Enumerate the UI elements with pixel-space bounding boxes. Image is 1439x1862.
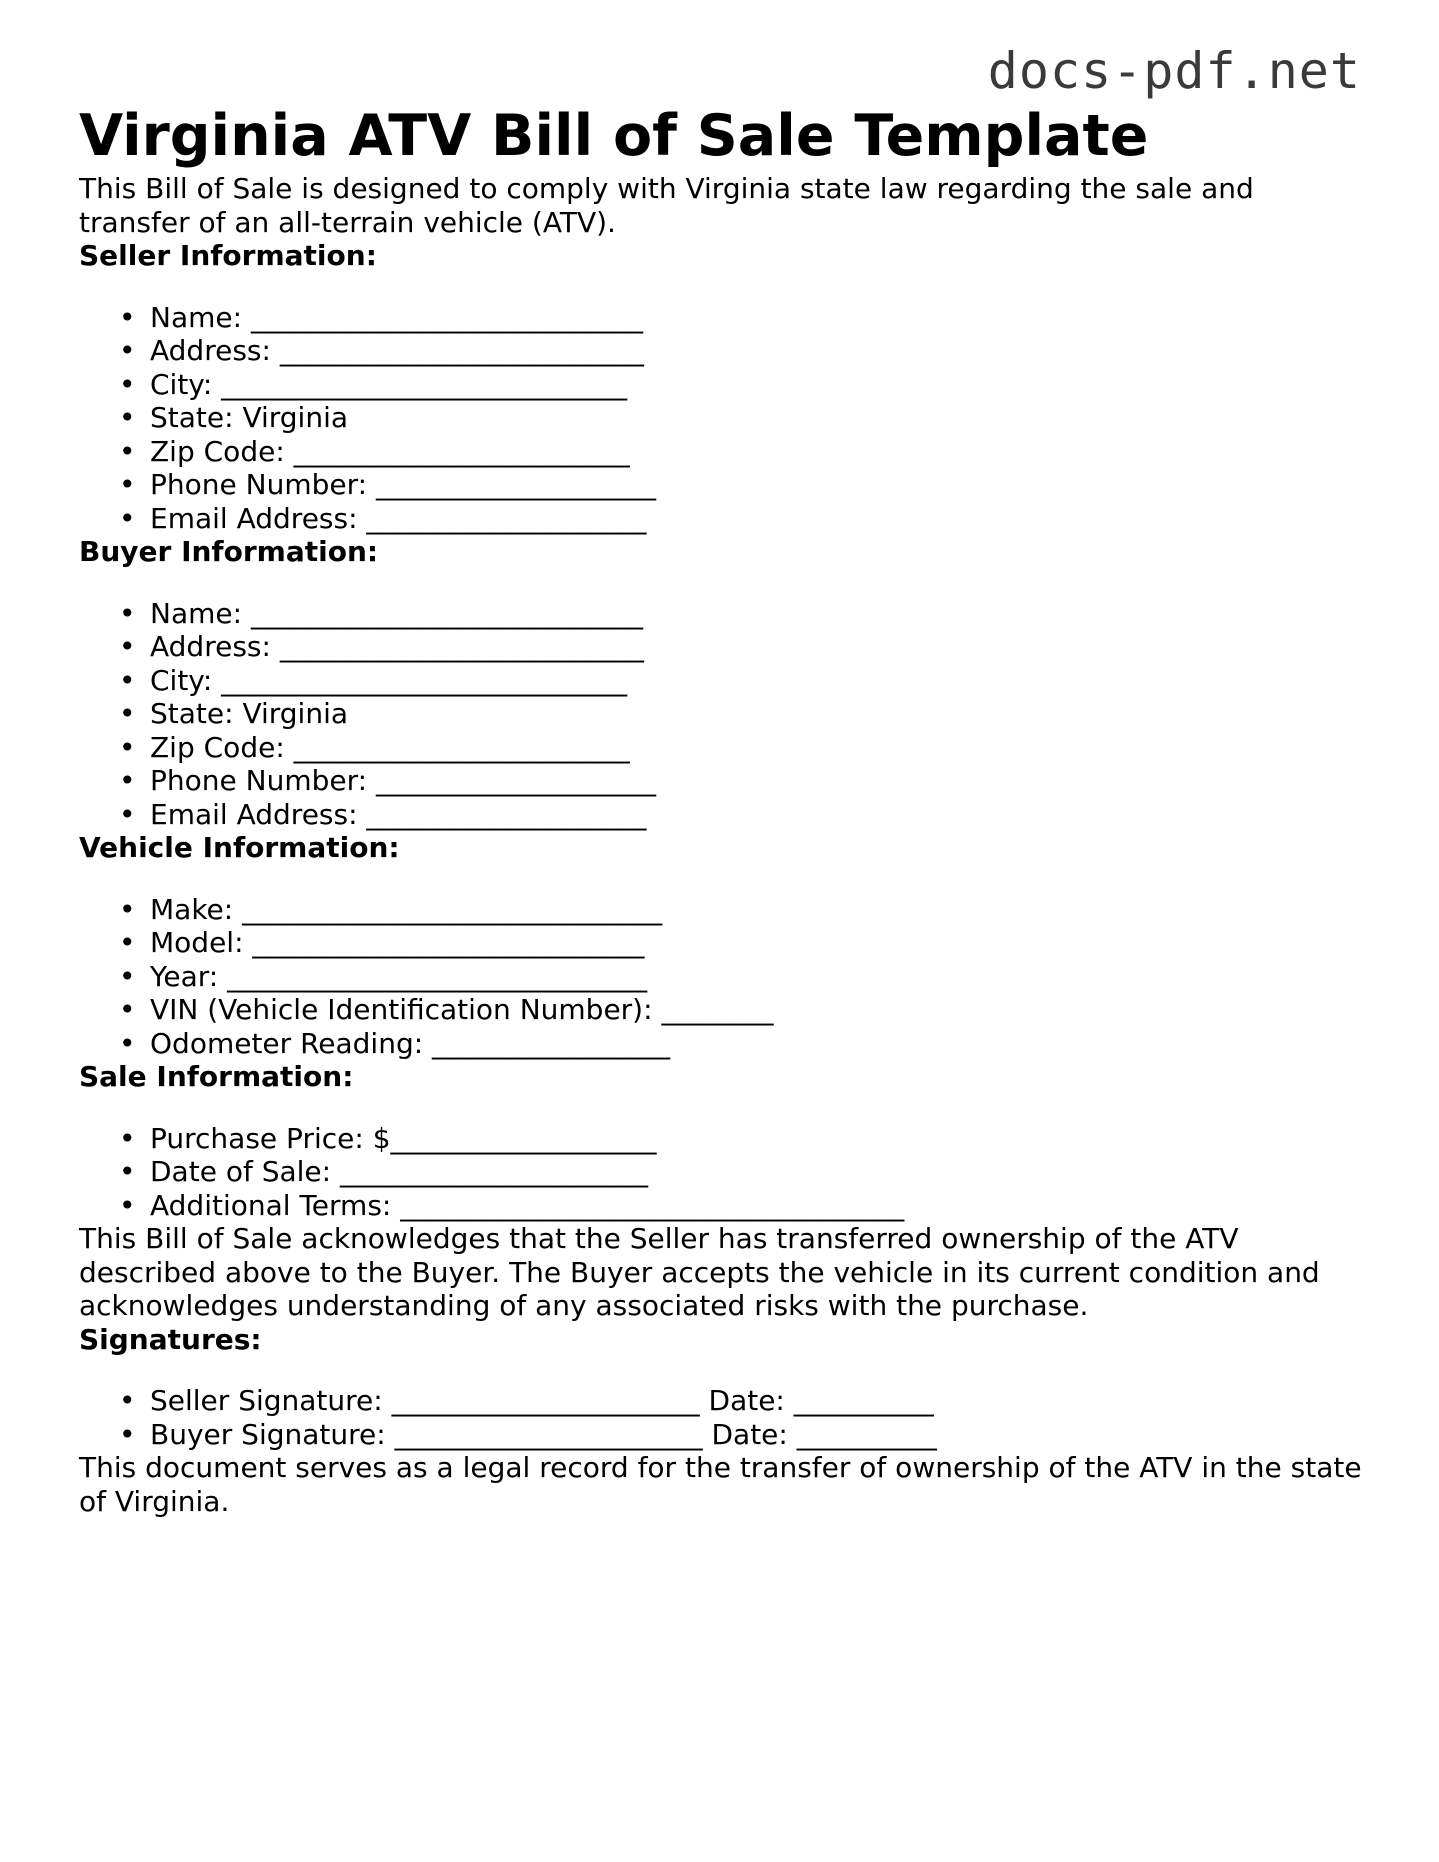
field-text: Make: ______________________________: [150, 892, 663, 926]
buyer-city-field[interactable]: [119, 663, 1369, 698]
field-text: Date of Sale: ______________________: [150, 1155, 648, 1188]
buyer-address-field[interactable]: [119, 630, 1369, 664]
buyer-state-field: [119, 697, 1369, 731]
seller-zip-field[interactable]: [119, 434, 1369, 469]
sale-date-field[interactable]: [119, 1155, 1369, 1189]
sale-field-list: [79, 1122, 1369, 1223]
field-text: Additional Terms: ____________________________________: [150, 1188, 905, 1222]
signatures-field-list: [79, 1384, 1369, 1451]
document-page: [79, 100, 1369, 1518]
seller-state-field: [119, 401, 1369, 435]
bullet-icon: •: [119, 697, 136, 730]
sale-terms-field[interactable]: [119, 1188, 1369, 1223]
field-text: City: _____________________________: [150, 367, 628, 401]
bullet-icon: •: [119, 300, 136, 334]
bullet-icon: •: [119, 1188, 136, 1222]
buyer-signature-field[interactable]: [119, 1417, 1369, 1452]
bullet-icon: •: [119, 630, 136, 663]
closing-paragraph: This document serves as a legal record for the transfer of ownership of the ATV in the state of Virginia.: [79, 1451, 1362, 1518]
bullet-icon: •: [119, 959, 136, 993]
seller-email-field[interactable]: [119, 501, 1369, 536]
seller-city-field[interactable]: [119, 367, 1369, 402]
seller-signature-field[interactable]: [119, 1384, 1369, 1418]
bullet-icon: •: [119, 663, 136, 697]
sale-heading: Sale Information:: [79, 1060, 354, 1093]
bullet-icon: •: [119, 1026, 136, 1060]
field-text: City: _____________________________: [150, 663, 628, 697]
intro-paragraph: This Bill of Sale is designed to comply with Virginia state law regarding the sale and transfer of an all-terrain vehicle (ATV).: [79, 172, 1254, 239]
field-text: Year: ______________________________: [150, 959, 648, 993]
seller-field-list: [79, 301, 1369, 536]
signatures-heading: Signatures:: [79, 1322, 262, 1356]
vehicle-make-field[interactable]: [119, 892, 1369, 927]
seller-heading: Seller Information:: [79, 239, 377, 272]
vehicle-vin-field[interactable]: [119, 993, 1369, 1027]
bullet-icon: •: [119, 764, 136, 797]
seller-name-field[interactable]: [119, 300, 1369, 335]
bullet-icon: •: [119, 334, 136, 367]
bullet-icon: •: [119, 797, 136, 831]
field-text: Phone Number: ____________________: [150, 764, 656, 797]
bullet-icon: •: [119, 892, 136, 926]
bullet-icon: •: [119, 468, 136, 501]
bullet-icon: •: [119, 501, 136, 535]
bullet-icon: •: [119, 434, 136, 468]
bullet-icon: •: [119, 993, 136, 1026]
field-text: State: Virginia: [150, 401, 349, 434]
vehicle-field-list: [79, 893, 1369, 1061]
field-text: Address: __________________________: [150, 630, 644, 663]
field-text: Seller Signature: ______________________ Date: __________: [150, 1384, 934, 1417]
field-text: State: Virginia: [150, 697, 349, 730]
bullet-icon: •: [119, 1384, 136, 1417]
acknowledgement-paragraph: This Bill of Sale acknowledges that the Seller has transferred ownership of the ATV described above to the Buyer. The Buyer accepts the vehicle in its current condition and acknowledges understanding of any associated risks with the purchase.: [79, 1222, 1320, 1322]
vehicle-odometer-field[interactable]: [119, 1026, 1369, 1061]
field-text: Phone Number: ____________________: [150, 468, 656, 501]
bullet-icon: •: [119, 367, 136, 401]
field-text: Name: ____________________________: [150, 300, 643, 334]
field-text: Buyer Signature: ______________________ Date: __________: [150, 1417, 937, 1451]
field-text: Name: ____________________________: [150, 596, 643, 630]
buyer-email-field[interactable]: [119, 797, 1369, 832]
bullet-icon: •: [119, 1121, 136, 1155]
vehicle-model-field[interactable]: [119, 926, 1369, 960]
buyer-zip-field[interactable]: [119, 730, 1369, 765]
bullet-icon: •: [119, 1155, 136, 1188]
field-text: Odometer Reading: _________________: [150, 1026, 671, 1060]
bullet-icon: •: [119, 596, 136, 630]
field-text: Email Address: ____________________: [150, 501, 647, 535]
bullet-icon: •: [119, 401, 136, 434]
buyer-heading: Buyer Information:: [79, 535, 379, 568]
seller-address-field[interactable]: [119, 334, 1369, 368]
buyer-name-field[interactable]: [119, 596, 1369, 631]
field-text: Model: ____________________________: [150, 926, 645, 959]
buyer-field-list: [79, 597, 1369, 832]
field-text: Zip Code: ________________________: [150, 434, 630, 468]
bullet-icon: •: [119, 730, 136, 764]
vehicle-heading: Vehicle Information:: [79, 831, 400, 864]
seller-phone-field[interactable]: [119, 468, 1369, 502]
buyer-phone-field[interactable]: [119, 764, 1369, 798]
bullet-icon: •: [119, 926, 136, 959]
page-title: Virginia ATV Bill of Sale Template: [79, 103, 1149, 169]
field-text: Email Address: ____________________: [150, 797, 647, 831]
field-text: VIN (Vehicle Identification Number): ________: [150, 993, 774, 1026]
field-text: Purchase Price: $___________________: [150, 1121, 657, 1155]
field-text: Zip Code: ________________________: [150, 730, 630, 764]
field-text: Address: __________________________: [150, 334, 644, 367]
vehicle-year-field[interactable]: [119, 959, 1369, 994]
bullet-icon: •: [119, 1417, 136, 1451]
sale-price-field[interactable]: [119, 1121, 1369, 1156]
watermark: docs-pdf.net: [987, 42, 1361, 100]
